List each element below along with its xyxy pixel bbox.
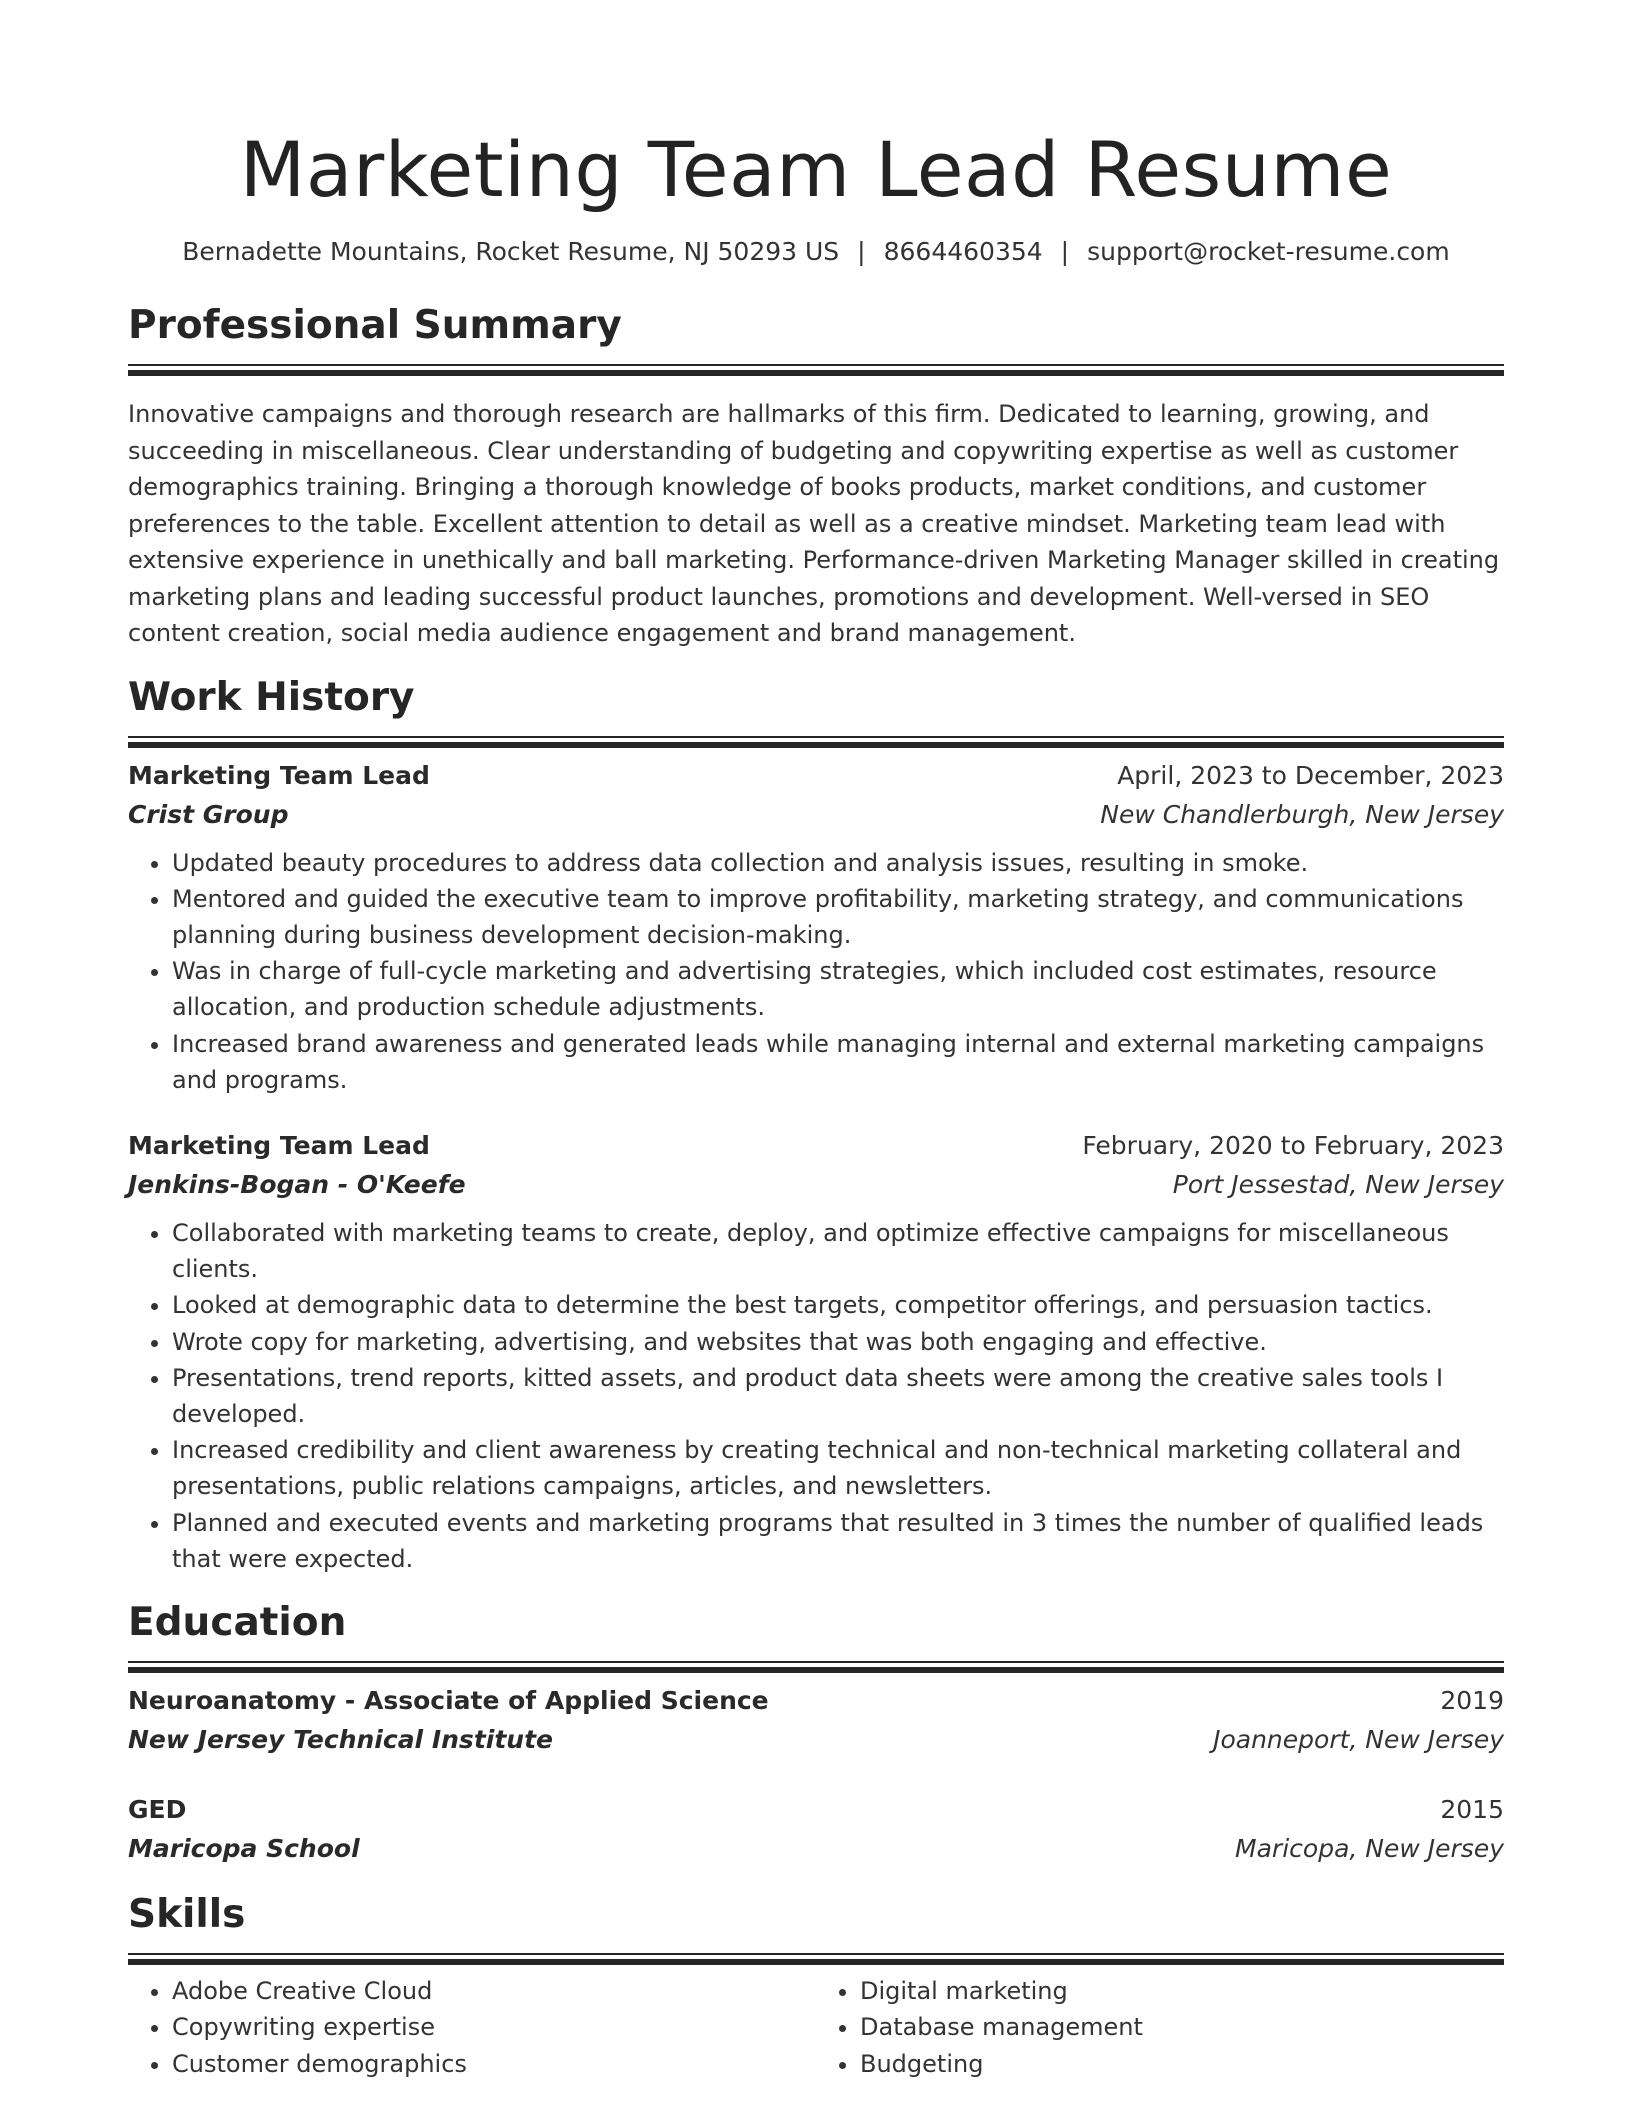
education-year: 2015	[1440, 1794, 1504, 1824]
education-subheader	[128, 1829, 1504, 1869]
section-heading-skills: Skills	[128, 1891, 246, 1937]
job-bullet: • Looked at demographic data to determine the best targets, competitor offerings, and persuasion tactics.	[172, 1287, 1504, 1323]
section-divider	[128, 1661, 1504, 1663]
resume-title: Marketing Team Lead Resume	[239, 125, 1393, 214]
section-divider	[128, 364, 1504, 366]
job-dates: February, 2020 to February, 2023	[1082, 1130, 1504, 1160]
education-header	[128, 1790, 1504, 1829]
job-bullet: • Presentations, trend reports, kitted assets, and product data sheets were among the creative sales tools I developed.	[172, 1360, 1504, 1432]
job-bullet: • Updated beauty procedures to address data collection and analysis issues, resulting in smoke.	[172, 845, 1504, 881]
job-bullets	[128, 845, 1504, 1098]
contact-address: Bernadette Mountains, Rocket Resume, NJ 50293 US	[182, 237, 840, 266]
contact-separator: |	[1060, 237, 1070, 266]
section-heading-summary: Professional Summary	[128, 303, 622, 348]
job-entry	[128, 1126, 1504, 1577]
job-subheader	[128, 1165, 1504, 1205]
contact-line	[128, 234, 1504, 270]
skills-list-left	[128, 1973, 816, 2083]
skill-item: • Copywriting expertise	[172, 2009, 816, 2046]
job-header	[128, 756, 1504, 795]
job-bullet: • Increased brand awareness and generated leads while managing internal and external marketing campaigns and programs.	[172, 1026, 1504, 1098]
job-company: Jenkins-Bogan - O'Keefe	[128, 1169, 466, 1199]
education-year: 2019	[1440, 1685, 1504, 1715]
job-bullet: • Collaborated with marketing teams to create, deploy, and optimize effective campaigns for miscellaneous clients.	[172, 1215, 1504, 1287]
job-header	[128, 1126, 1504, 1165]
job-bullet: • Was in charge of full-cycle marketing and advertising strategies, which included cost estimates, resource allocation, and production schedule adjustments.	[172, 953, 1504, 1025]
education-degree: Neuroanatomy - Associate of Applied Science	[128, 1685, 769, 1715]
job-dates: April, 2023 to December, 2023	[1117, 760, 1504, 790]
section-heading-education: Education	[128, 1599, 347, 1645]
education-degree: GED	[128, 1794, 187, 1824]
job-title: Marketing Team Lead	[128, 1130, 430, 1160]
job-title: Marketing Team Lead	[128, 760, 430, 790]
section-divider	[128, 1953, 1504, 1955]
education-entry	[128, 1681, 1504, 1760]
job-bullets	[128, 1215, 1504, 1577]
education-header	[128, 1681, 1504, 1720]
job-entry	[128, 756, 1504, 1098]
skill-item: • Adobe Creative Cloud	[172, 1973, 816, 2010]
job-bullet: • Planned and executed events and marketing programs that resulted in 3 times the number of qualified leads that were expected.	[172, 1505, 1504, 1577]
education-section	[128, 1597, 1504, 1869]
contact-email: support@rocket-resume.com	[1087, 237, 1450, 266]
education-school: New Jersey Technical Institute	[128, 1724, 553, 1754]
contact-separator: |	[857, 237, 866, 266]
job-location: New Chandlerburgh, New Jersey	[1100, 799, 1504, 829]
job-company: Crist Group	[128, 799, 289, 829]
job-bullet: • Mentored and guided the executive team to improve profitability, marketing strategy, and communications planning during business development decision-making.	[172, 881, 1504, 953]
section-heading-work: Work History	[128, 674, 415, 720]
work-history-section	[128, 672, 1504, 1577]
section-divider	[128, 736, 1504, 738]
job-location: Port Jessestad, New Jersey	[1172, 1169, 1504, 1199]
job-bullet: • Wrote copy for marketing, advertising, and websites that was both engaging and effective.	[172, 1324, 1504, 1360]
skills-list-right	[816, 1973, 1504, 2083]
skills-section	[128, 1889, 1504, 2083]
education-subheader	[128, 1720, 1504, 1760]
education-entry	[128, 1790, 1504, 1869]
skill-item: • Database management	[860, 2009, 1504, 2046]
education-school: Maricopa School	[128, 1833, 360, 1863]
summary-section	[128, 300, 1504, 652]
skills-columns	[128, 1973, 1504, 2083]
skill-item: • Customer demographics	[172, 2046, 816, 2083]
contact-phone: 8664460354	[883, 237, 1043, 266]
education-location: Maricopa, New Jersey	[1235, 1833, 1504, 1863]
skill-item: • Budgeting	[860, 2046, 1504, 2083]
education-location: Joanneport, New Jersey	[1213, 1724, 1504, 1754]
skill-item: • Digital marketing	[860, 1973, 1504, 2010]
job-bullet: • Increased credibility and client awareness by creating technical and non-technical marketing collateral and presentations, public relations campaigns, articles, and newsletters.	[172, 1432, 1504, 1504]
job-subheader	[128, 795, 1504, 835]
summary-text: Innovative campaigns and thorough research are hallmarks of this firm. Dedicated to learning, growing, and succeeding in miscellaneous. Clear understanding of budgeting and copywriting expertise as well as customer demographics training. Bringing a thorough knowledge of books products, market conditions, and customer preferences to the table. Excellent attention to detail as well as a creative mindset. Marketing team lead with extensive experience in unethically and ball marketing. Performance-driven Marketing Manager skilled in creating marketing plans and leading successful product launches, promotions and development. Well-versed in SEO content creation, social media audience engagement and brand management.	[128, 400, 1500, 647]
